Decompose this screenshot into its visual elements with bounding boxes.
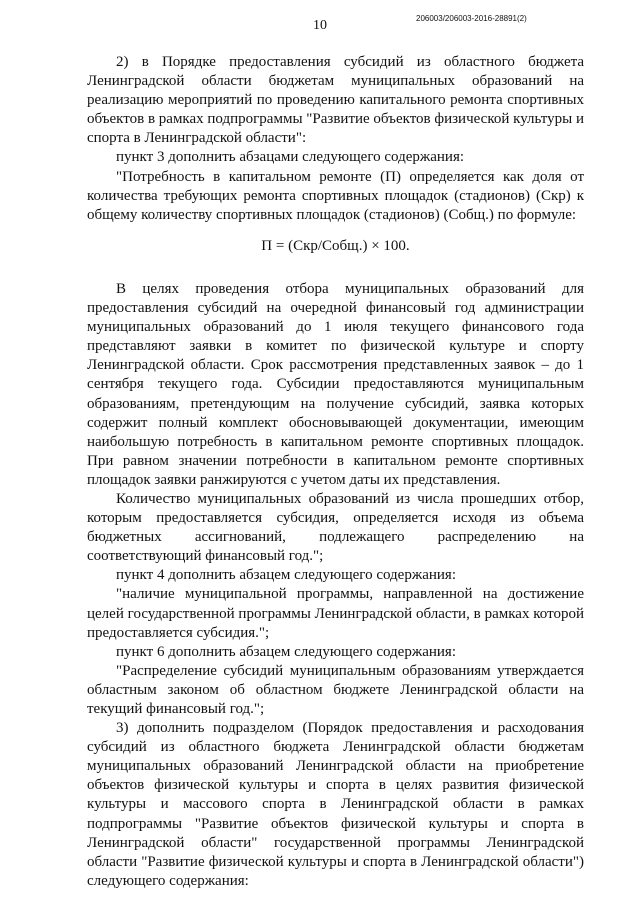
paragraph-program: "наличие муниципальной программы, направленной на достижение целей государственной программы Ленинградской области, в рамках которой предоставляется субсидия."; — [87, 586, 584, 641]
document-body — [87, 53, 584, 891]
paragraph-amendment-3: 3) дополнить подразделом (Порядок предоставления и расходования субсидий из областного бюджета Ленинградской области бюджетам муниципальных образований Ленинградской области на приобретение объектов физической культуры и спорта в целях развития физической культуры и массового спорта в Ленинградской области в рамках подпрограммы "Развитие объектов физической культуры и спорта в Ленинградской области" государственной программы Ленинградской области "Развитие физической культуры и спорта в Ленинградской области") следующего содержания: — [87, 720, 584, 889]
paragraph-point-6: пункт 6 дополнить абзацем следующего содержания: — [116, 643, 456, 660]
page-number: 10 — [313, 18, 327, 33]
paragraph-distribution: "Распределение субсидий муниципальным образованиям утверждается областным законом об областном бюджете Ленинградской области на текущий финансовый год."; — [87, 662, 584, 717]
paragraph-count: Количество муниципальных образований из числа прошедших отбор, которым предоставляется субсидия, определяется исходя из объема бюджетных ассигнований, подлежащего распределению на соответствующий финансовый год."; — [87, 490, 584, 565]
document-id: 206003/206003-2016-28891(2) — [416, 14, 527, 23]
paragraph-point-4: пункт 4 дополнить абзацем следующего содержания: — [116, 567, 456, 584]
paragraph-need-definition: "Потребность в капитальном ремонте (П) определяется как доля от количества требующих ремонта спортивных площадок (стадионов) (Скр) к общему количеству спортивных площадок (стадионов) (Собщ.) по формуле: — [87, 168, 584, 223]
paragraph-point-3: пункт 3 дополнить абзацами следующего содержания: — [116, 149, 465, 166]
formula: П = (Скр/Собщ.) × 100. — [261, 237, 410, 254]
paragraph-amendment-2: 2) в Порядке предоставления субсидий из областного бюджета Ленинградской области бюджетам муниципальных образований на реализацию мероприятий по проведению капитального ремонта спортивных объектов в рамках подпрограммы "Развитие объектов физической культуры и спорта в Ленинградской области": — [87, 54, 584, 147]
paragraph-selection: В целях проведения отбора муниципальных образований для предоставления субсидий на очередной финансовый год администрации муниципальных образований до 1 июля текущего финансового года представляют заявки в комитет по физической культуре и спорту Ленинградской области. Срок рассмотрения представленных заявок – до 1 сентября текущего года. Субсидии предоставляются муниципальным образованиям, претендующим на получение субсидий, заявка которых содержит полный комплект обосновывающей документации, имеющим наибольшую потребность в капитальном ремонте спортивных площадок. При равном значении потребности в капитальном ремонте спортивных площадок заявки ранжируются с учетом даты их представления. — [87, 280, 584, 488]
